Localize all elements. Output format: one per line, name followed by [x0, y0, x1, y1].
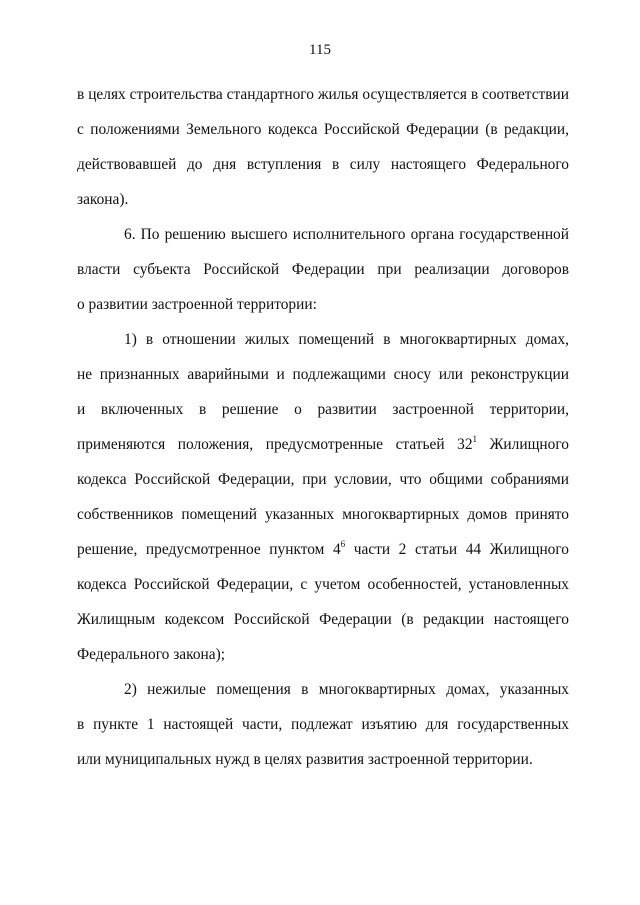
text-line: [77, 602, 569, 637]
text-line-content: не признанных аварийными и подлежащими сносу или реконструкции: [77, 366, 569, 383]
text-line-content: с положениями Земельного кодекса Российской Федерации (в редакции,: [77, 121, 569, 138]
text-line-continuation: части 2 статьи 44 Жилищного: [345, 541, 570, 558]
page-number: 115: [309, 42, 331, 58]
text-line: [77, 77, 569, 112]
text-line: [77, 532, 569, 567]
text-line: [77, 287, 569, 322]
text-line: [77, 392, 569, 427]
text-line-content: кодекса Российской Федерации, при условии, что общими собраниями: [77, 471, 569, 488]
text-line-content: кодекса Российской Федерации, с учетом особенностей, установленных: [77, 576, 569, 593]
text-line-content: Жилищным кодексом Российской Федерации (в редакции настоящего: [77, 611, 569, 628]
text-line-content: 1) в отношении жилых помещений в многоквартирных домах,: [124, 331, 569, 348]
text-line: [77, 637, 569, 672]
superscript: 6: [340, 539, 346, 549]
superscript: 1: [472, 434, 478, 444]
text-line-content: собственников помещений указанных многоквартирных домов принято: [77, 506, 569, 523]
text-line: [77, 357, 569, 392]
text-line-content: или муниципальных нужд в целях развития застроенной территории.: [77, 751, 533, 768]
text-line-content: в пункте 1 настоящей части, подлежат изъятию для государственных: [77, 716, 569, 733]
text-line: [77, 497, 569, 532]
text-line: [77, 147, 569, 182]
text-line: [77, 707, 569, 742]
text-line-content: действовавшей до дня вступления в силу настоящего Федерального: [77, 156, 569, 173]
text-line: [77, 427, 569, 462]
text-line: [77, 567, 569, 602]
text-line: [77, 252, 569, 287]
text-line-content: применяются положения, предусмотренные статьей 32: [77, 436, 473, 453]
text-line: [77, 182, 569, 217]
text-lines: [77, 77, 569, 777]
text-line-content: Федерального закона);: [77, 646, 225, 663]
text-line-content: 2) нежилые помещения в многоквартирных домах, указанных: [124, 681, 569, 698]
text-line: [77, 322, 569, 357]
text-line-content: закона).: [77, 191, 129, 208]
document-body: [77, 77, 569, 777]
text-line-content: 6. По решению высшего исполнительного органа государственной: [124, 226, 569, 243]
text-line: [77, 112, 569, 147]
text-line: [77, 462, 569, 497]
text-line: [77, 742, 569, 777]
text-line-content: власти субъекта Российской Федерации при реализации договоров: [77, 261, 569, 278]
text-line: [77, 672, 569, 707]
text-line-content: решение, предусмотренное пунктом 4: [77, 541, 341, 558]
text-line-content: и включенных в решение о развитии застроенной территории,: [77, 401, 569, 418]
text-line-content: о развитии застроенной территории:: [77, 296, 317, 313]
text-line-continuation: Жилищного: [477, 436, 569, 453]
text-line: [77, 217, 569, 252]
text-line-content: в целях строительства стандартного жилья осуществляется в соответствии: [77, 86, 569, 103]
